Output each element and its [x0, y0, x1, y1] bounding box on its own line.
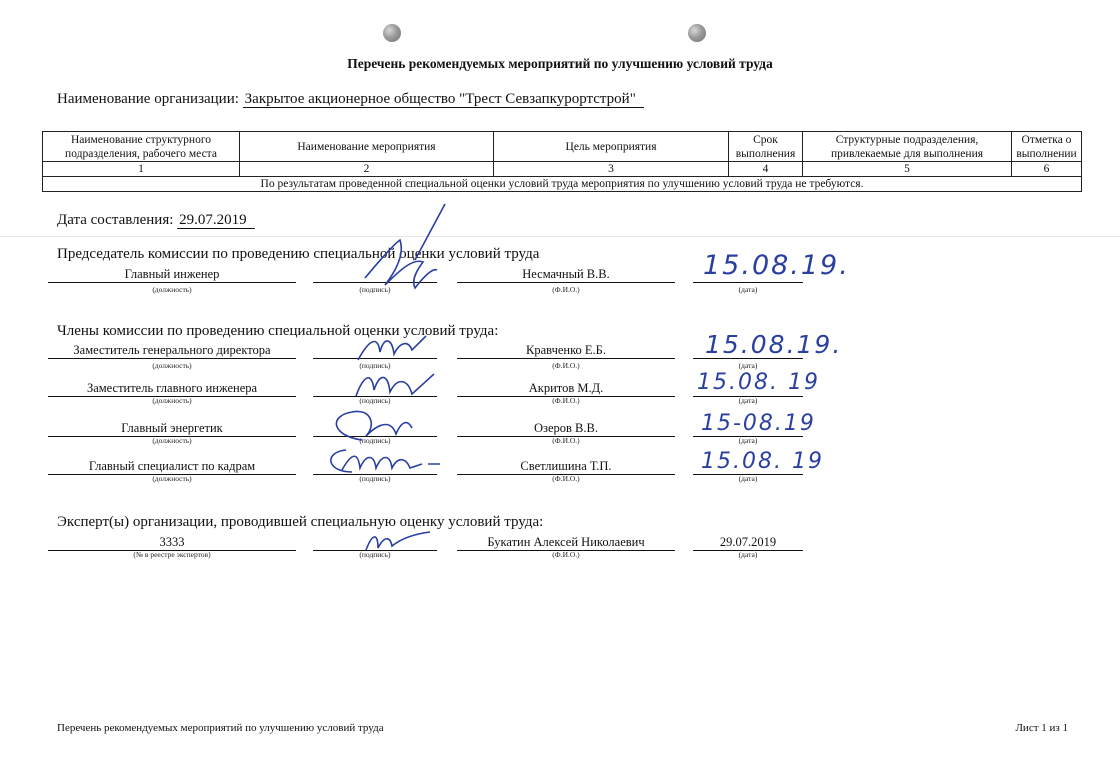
measures-table	[42, 131, 1082, 192]
caption-date: (дата)	[738, 396, 758, 405]
member-position: Главный специалист по кадрам	[48, 459, 296, 475]
compiled-date: 29.07.2019	[177, 212, 255, 229]
organization-line	[57, 91, 644, 108]
organization-label: Наименование организации:	[57, 91, 239, 107]
member-position: Заместитель генерального директора	[48, 343, 296, 359]
header-cell: Отметка о выполнении	[1012, 132, 1082, 162]
member-position: Главный энергетик	[48, 421, 296, 437]
member-handwritten-date: 15-08.19	[701, 411, 816, 436]
expert-signature-icon	[356, 528, 436, 554]
chairman-position: Главный инженер	[48, 267, 296, 283]
column-number: 6	[1012, 162, 1082, 177]
caption-position: (должность)	[152, 361, 192, 370]
member-signature-icon	[318, 446, 443, 478]
header-cell: Цель мероприятия	[494, 132, 729, 162]
header-cell: Срок выполнения	[729, 132, 803, 162]
punch-hole-left	[383, 24, 401, 42]
organization-name: Закрытое акционерное общество "Трест Севзапкурортстрой"	[243, 91, 644, 108]
caption-fio: (Ф.И.О.)	[552, 436, 580, 445]
page-counter: Лист 1 из 1	[1015, 722, 1068, 734]
caption-position: (должность)	[152, 396, 192, 405]
member-signature-icon	[350, 366, 440, 402]
chairman-handwritten-date: 15.08.19.	[703, 250, 850, 281]
caption-signature: (подпись)	[359, 361, 391, 370]
expert-date: 29.07.2019	[693, 535, 803, 551]
member-fio: Светлишина Т.П.	[457, 459, 675, 475]
punch-hole-right	[688, 24, 706, 42]
column-number: 3	[494, 162, 729, 177]
caption-date: (дата)	[738, 436, 758, 445]
column-number: 5	[803, 162, 1012, 177]
chairman-fio: Несмачный В.В.	[457, 267, 675, 283]
caption-fio: (Ф.И.О.)	[552, 396, 580, 405]
chairman-heading: Председатель комиссии по проведению специальной оценки условий труда	[57, 246, 540, 262]
member-signature-icon	[322, 406, 417, 446]
member-fio: Акритов М.Д.	[457, 381, 675, 397]
member-fio: Кравченко Е.Б.	[457, 343, 675, 359]
column-number: 4	[729, 162, 803, 177]
member-position: Заместитель главного инженера	[48, 381, 296, 397]
caption-date: (дата)	[738, 474, 758, 483]
header-cell: Структурные подразделения, привлекаемые для выполнения	[803, 132, 1012, 162]
chairman-signature-icon	[345, 200, 455, 300]
header-cell: Наименование мероприятия	[240, 132, 494, 162]
caption-fio: (Ф.И.О.)	[552, 285, 580, 294]
members-heading: Члены комиссии по проведению специальной оценки условий труда:	[57, 323, 499, 339]
caption-signature: (подпись)	[359, 436, 391, 445]
caption-fio: (Ф.И.О.)	[552, 550, 580, 559]
caption-signature: (подпись)	[359, 550, 391, 559]
expert-fio: Букатин Алексей Николаевич	[457, 535, 675, 551]
column-number: 2	[240, 162, 494, 177]
member-handwritten-date: 15.08.19.	[705, 330, 843, 359]
document-title: Перечень рекомендуемых мероприятий по улучшению условий труда	[347, 56, 773, 71]
column-number: 1	[43, 162, 240, 177]
caption-position: (должность)	[152, 285, 192, 294]
caption-fio: (Ф.И.О.)	[552, 474, 580, 483]
caption-position: (должность)	[152, 474, 192, 483]
footer-title: Перечень рекомендуемых мероприятий по улучшению условий труда	[57, 722, 384, 734]
compiled-label: Дата составления:	[57, 212, 174, 228]
caption-signature: (подпись)	[359, 474, 391, 483]
caption-date: (дата)	[738, 550, 758, 559]
table-note: По результатам проведенной специальной оценки условий труда мероприятия по улучшению условий труда не требуются.	[43, 177, 1082, 192]
member-fio: Озеров В.В.	[457, 421, 675, 437]
expert-registry-number: 3333	[48, 535, 296, 551]
caption-registry: (№ в реестре экспертов)	[133, 550, 211, 559]
caption-date: (дата)	[738, 361, 758, 370]
member-signature-icon	[352, 330, 432, 370]
caption-date: (дата)	[738, 285, 758, 294]
member-handwritten-date: 15.08. 19	[697, 370, 820, 395]
header-cell: Наименование структурного подразделения, рабочего места	[43, 132, 240, 162]
caption-position: (должность)	[152, 436, 192, 445]
compiled-date-line	[57, 212, 255, 229]
caption-fio: (Ф.И.О.)	[552, 361, 580, 370]
expert-heading: Эксперт(ы) организации, проводившей специальную оценку условий труда:	[57, 514, 544, 530]
member-handwritten-date: 15.08. 19	[701, 449, 824, 474]
caption-signature: (подпись)	[359, 396, 391, 405]
scan-rule	[0, 236, 1120, 237]
caption-signature: (подпись)	[359, 285, 391, 294]
